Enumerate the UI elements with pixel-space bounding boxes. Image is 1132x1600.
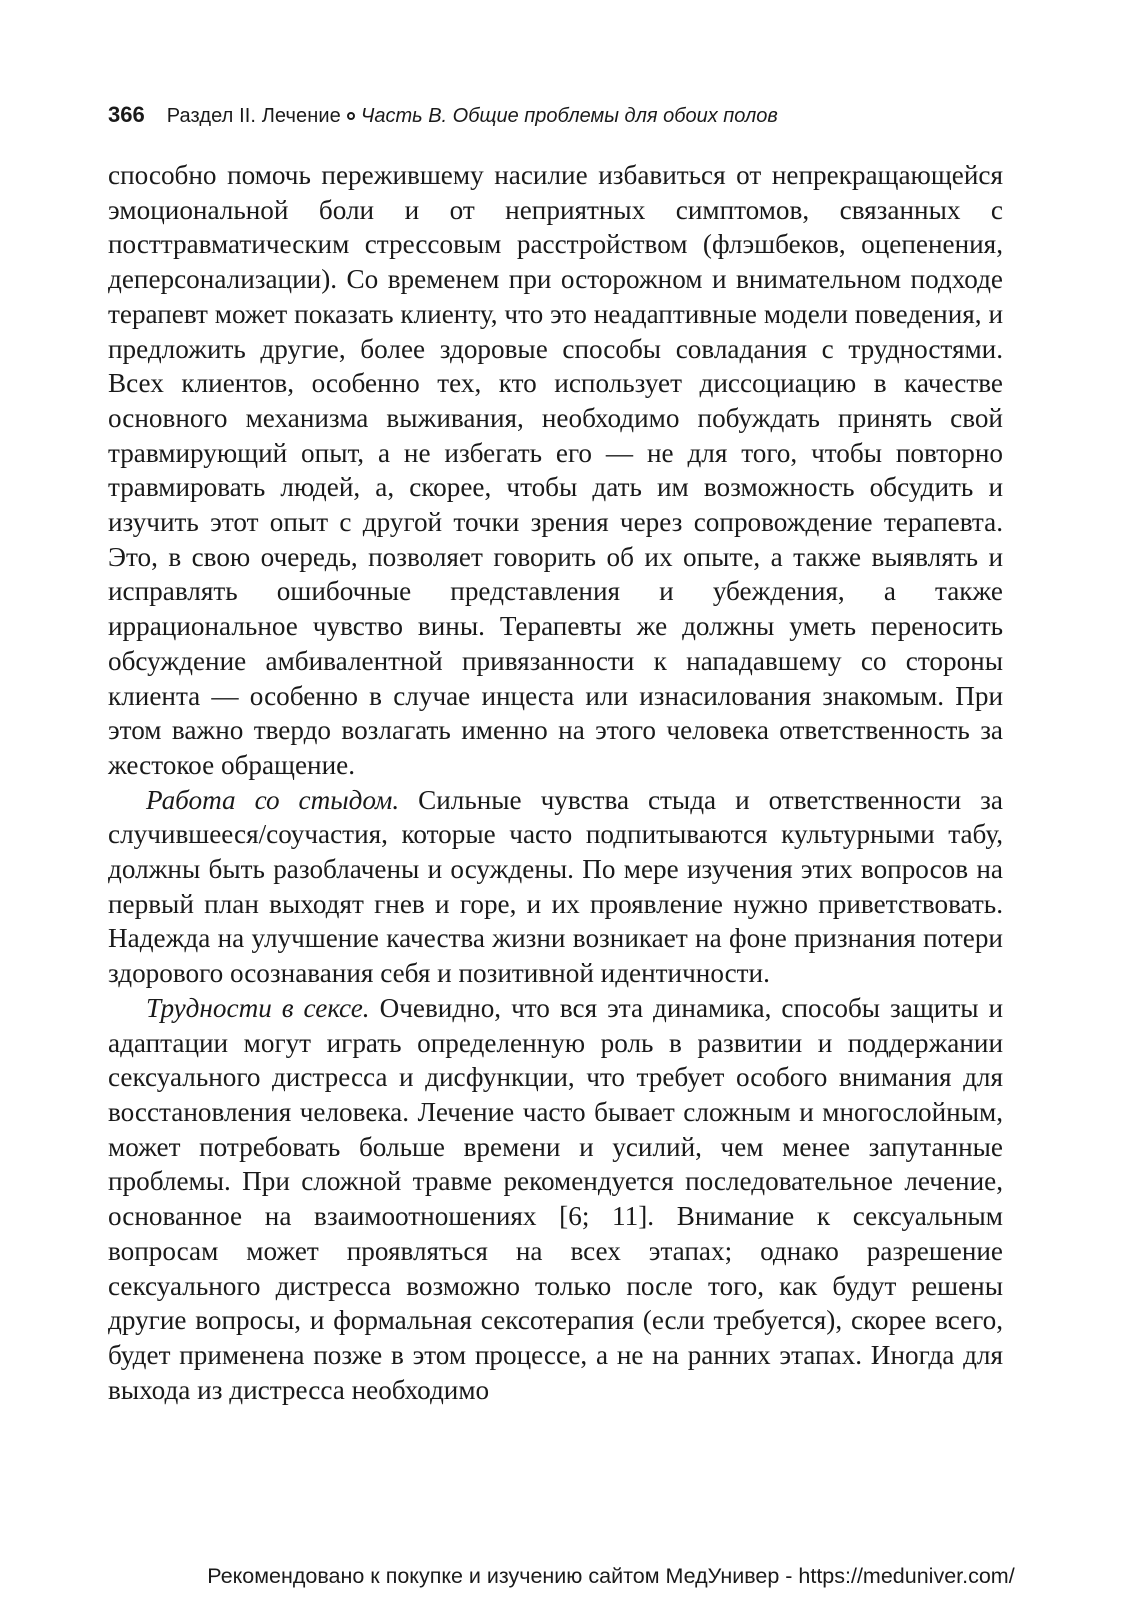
- paragraph-sex-difficulties: [108, 991, 1003, 1407]
- paragraph-text: Сильные чувства стыда и ответственности за случившееся/соучастия, которые часто подпитываются культурными табу, должны быть разоблачены и осуждены. По мере изучения этих вопросов на первый план выходят гнев и горе, и их проявление нужно приветствовать. Надежда на улучшение качества жизни возникает на фоне признания потери здорового осознавания себя и позитивной идентичности.: [108, 784, 1003, 989]
- body-text: [108, 158, 1003, 1407]
- paragraph-shame: [108, 783, 1003, 991]
- footer-watermark: Рекомендовано к покупке и изучению сайтом МедУнивер - https://meduniver.com/: [207, 1564, 1015, 1588]
- page-number: 366: [108, 102, 145, 127]
- paragraph-text: Очевидно, что вся эта динамика, способы защиты и адаптации могут играть определенную роль в развитии и поддержании сексуального дистресса и дисфункции, что требует особого внимания для восстановления человека. Лечение часто бывает сложным и многослойным, может потребовать больше времени и усилий, чем менее запутанные проблемы. При сложной травме рекомендуется последовательное лечение, основанное на взаимоотношениях [6; 11]. Внимание к сексуальным вопросам может проявляться на всех этапах; однако разрешение сексуального дистресса возможно только после того, как будут решены другие вопросы, и формальная сексотерапия (если требуется), скорее всего, будет применена позже в этом процессе, а не на ранних этапах. Иногда для выхода из дистресса необходимо: [108, 992, 1003, 1405]
- bullet-separator-icon: [347, 112, 355, 120]
- paragraph-lead: Работа со стыдом.: [146, 784, 400, 815]
- paragraph-lead: Трудности в сексе.: [146, 992, 370, 1023]
- paragraph-continuation: [108, 158, 1003, 783]
- section-title: Раздел II. Лечение: [166, 105, 341, 127]
- paragraph-text: способно помочь пережившему насилие избавиться от непрекращающейся эмоциональной боли и от неприятных симптомов, связанных с посттравматическим стрессовым расстройством (флэшбеков, оцепенения, деперсонализации). Со временем при осторожном и внимательном подходе терапевт может показать клиенту, что это неадаптивные модели поведения, и предложить другие, более здоровые способы совладания с трудностями. Всех клиентов, особенно тех, кто использует диссоциацию в качестве основного механизма выживания, необходимо побуждать принять свой травмирующий опыт, а не избегать его — не для того, чтобы повторно травмировать людей, а, скорее, чтобы дать им возможность обсудить и изучить этот опыт с другой точки зрения через сопровождение терапевта. Это, в свою очередь, позволяет говорить об их опыте, а также выявлять и исправлять ошибочные представления и убеждения, а также иррациональное чувство вины. Терапевты же должны уметь переносить обсуждение амбивалентной привязанности к нападавшему со стороны клиента — особенно в случае инцеста или изнасилования знакомым. При этом важно твердо возлагать именно на этого человека ответственность за жестокое обращение.: [108, 160, 1003, 780]
- part-title: Часть В. Общие проблемы для обоих полов: [360, 105, 778, 127]
- running-header: [108, 100, 1028, 131]
